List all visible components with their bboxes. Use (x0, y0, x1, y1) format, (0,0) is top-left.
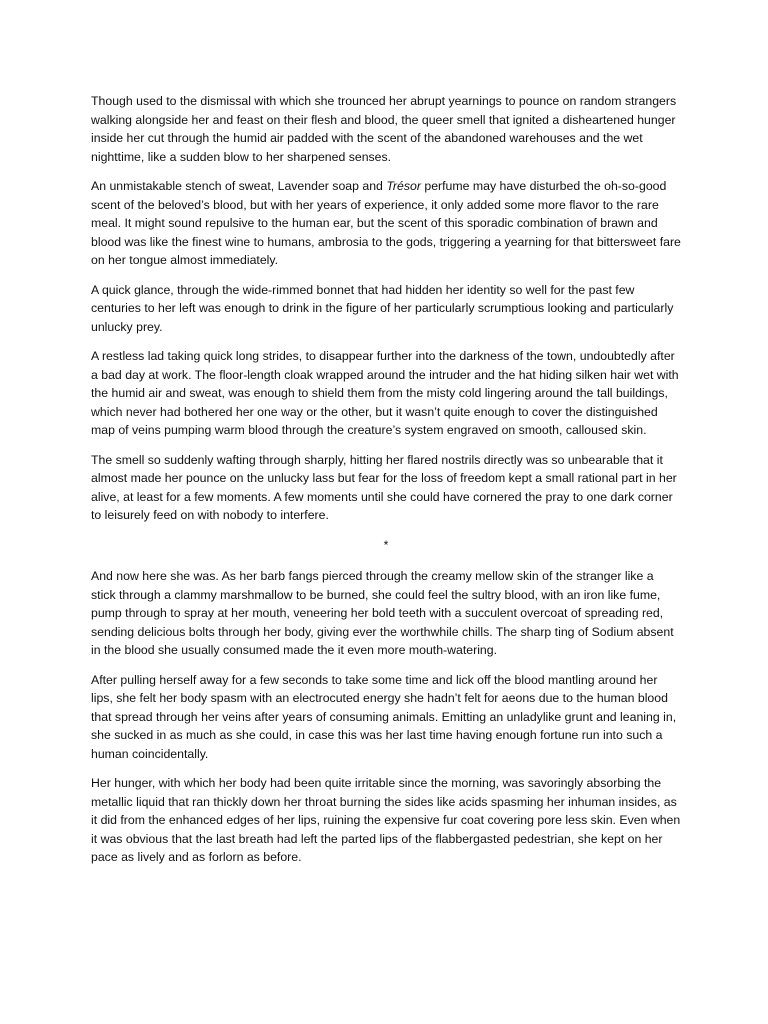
paragraph-8: Her hunger, with which her body had been quite irritable since the morning, was savoringly absorbing the metallic liquid that ran thickly down her throat burning the sides like acids spasming her inhuman insides, as it did from the enhanced edges of her lips, ruining the expensive fur coat covering pore less skin. Even when it was obvious that the last breath had left the parted lips of the flabbergasted pedestrian, she kept on her pace as lively and as forlorn as before. (91, 776, 681, 864)
paragraph-5: The smell so suddenly wafting through sharply, hitting her flared nostrils directly was so unbearable that it almost made her pounce on the unlucky lass but fear for the loss of freedom kept a small rational part in her alive, at least for a few moments. A few moments until she could have cornered the pray to one dark corner to leisurely feed on with nobody to interfere. (91, 452, 677, 522)
paragraph-4: A restless lad taking quick long strides, to disappear further into the darkness of the town, undoubtedly after a bad day at work. The floor-length cloak wrapped around the intruder and the hat hiding silken hair wet with the humid air and sweat, was enough to shield them from the misty cold lingering around the tall buildings, which never had bothered her one way or the other, but it wasn’t quite enough to cover the distinguished map of veins pumping warm blood through the creature’s system engraved on smooth, calloused skin. (91, 349, 679, 437)
document-body (91, 92, 681, 878)
paragraph-2-text-start: An unmistakable stench of sweat, Lavender soap and (91, 179, 387, 193)
paragraph-1: Though used to the dismissal with which she trounced her abrupt yearnings to pounce on random strangers walking alongside her and feast on their flesh and blood, the queer smell that ignited a disheartened hunger inside her cut through the humid air padded with the scent of the abandoned warehouses and the wet nighttime, like a sudden blow to her sharpened senses. (91, 94, 677, 164)
paragraph-7: After pulling herself away for a few seconds to take some time and lick off the blood mantling around her lips, she felt her body spasm with an electrocuted energy she hadn’t felt for aeons due to the human blood that spread through her veins after years of consuming animals. Emitting an unladylike grunt and leaning in, she sucked in as much as she could, in case this was her last time having enough fortune run into such a human coincidentally. (91, 672, 677, 761)
paragraph-6: And now here she was. As her barb fangs pierced through the creamy mellow skin of the stranger like a stick through a clammy marshmallow to be burned, she could feel the sultry blood, with an iron like fume, pump through to spray at her mouth, veneering her bold teeth with a succulent overcoat of spreading red, sending delicious bolts through her body, giving ever the worthwhile chills. The sharp ting of Sodium absent in the blood she usually consumed made the it even more mouth-watering. (91, 569, 674, 657)
scene-break-separator: * (383, 537, 389, 552)
paragraph-3: A quick glance, through the wide-rimmed bonnet that had hidden her identity so well for the past few centuries to her left was enough to drink in the figure of her particularly scrumptious looking and particularly unlucky prey. (91, 282, 674, 334)
perfume-name-italic: Trésor (386, 179, 421, 193)
paragraph-2-text-end: perfume may have disturbed the oh-so-good scent of the beloved’s blood, but with her years of experience, it only added some more flavor to the rare meal. It might sound repulsive to the human ear, but the scent of this sporadic combination of brawn and blood was like the finest wine to humans, ambrosia to the gods, triggering a yearning for that bittersweet fare on her tongue almost immediately. (91, 179, 681, 267)
paragraph-2 (91, 177, 681, 270)
